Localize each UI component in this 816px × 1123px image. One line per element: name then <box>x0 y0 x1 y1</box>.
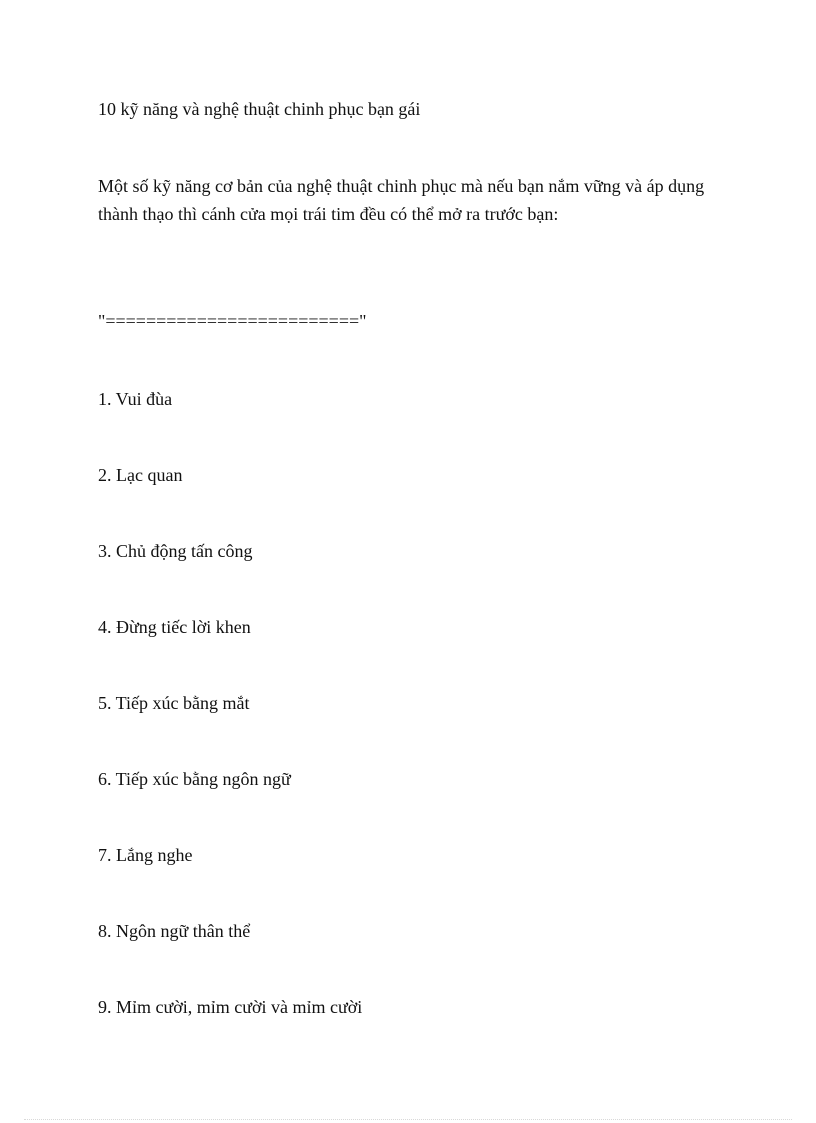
list-item: 1. Vui đùa <box>98 389 173 409</box>
list-item: 7. Lắng nghe <box>98 845 193 865</box>
list-item: 6. Tiếp xúc bằng ngôn ngữ <box>98 769 291 789</box>
intro-paragraph: Một số kỹ năng cơ bản của nghệ thuật chinh phục mà nếu bạn nắm vững và áp dụng thành thạo thì cánh cửa mọi trái tim đều có thể mở ra trước bạn: <box>98 176 705 224</box>
list-item: 5. Tiếp xúc bằng mắt <box>98 693 250 713</box>
list-item: 4. Đừng tiếc lời khen <box>98 617 251 637</box>
list-item: 8. Ngôn ngữ thân thể <box>98 921 251 941</box>
list-item: 9. Mỉm cười, mỉm cười và mỉm cười <box>98 997 363 1017</box>
list-item: 3. Chủ động tấn công <box>98 541 253 561</box>
page-bottom-edge <box>24 1119 792 1120</box>
separator-line: "=========================" <box>98 311 367 331</box>
document-title: 10 kỹ năng và nghệ thuật chinh phục bạn gái <box>98 99 421 119</box>
list-item: 2. Lạc quan <box>98 465 183 485</box>
